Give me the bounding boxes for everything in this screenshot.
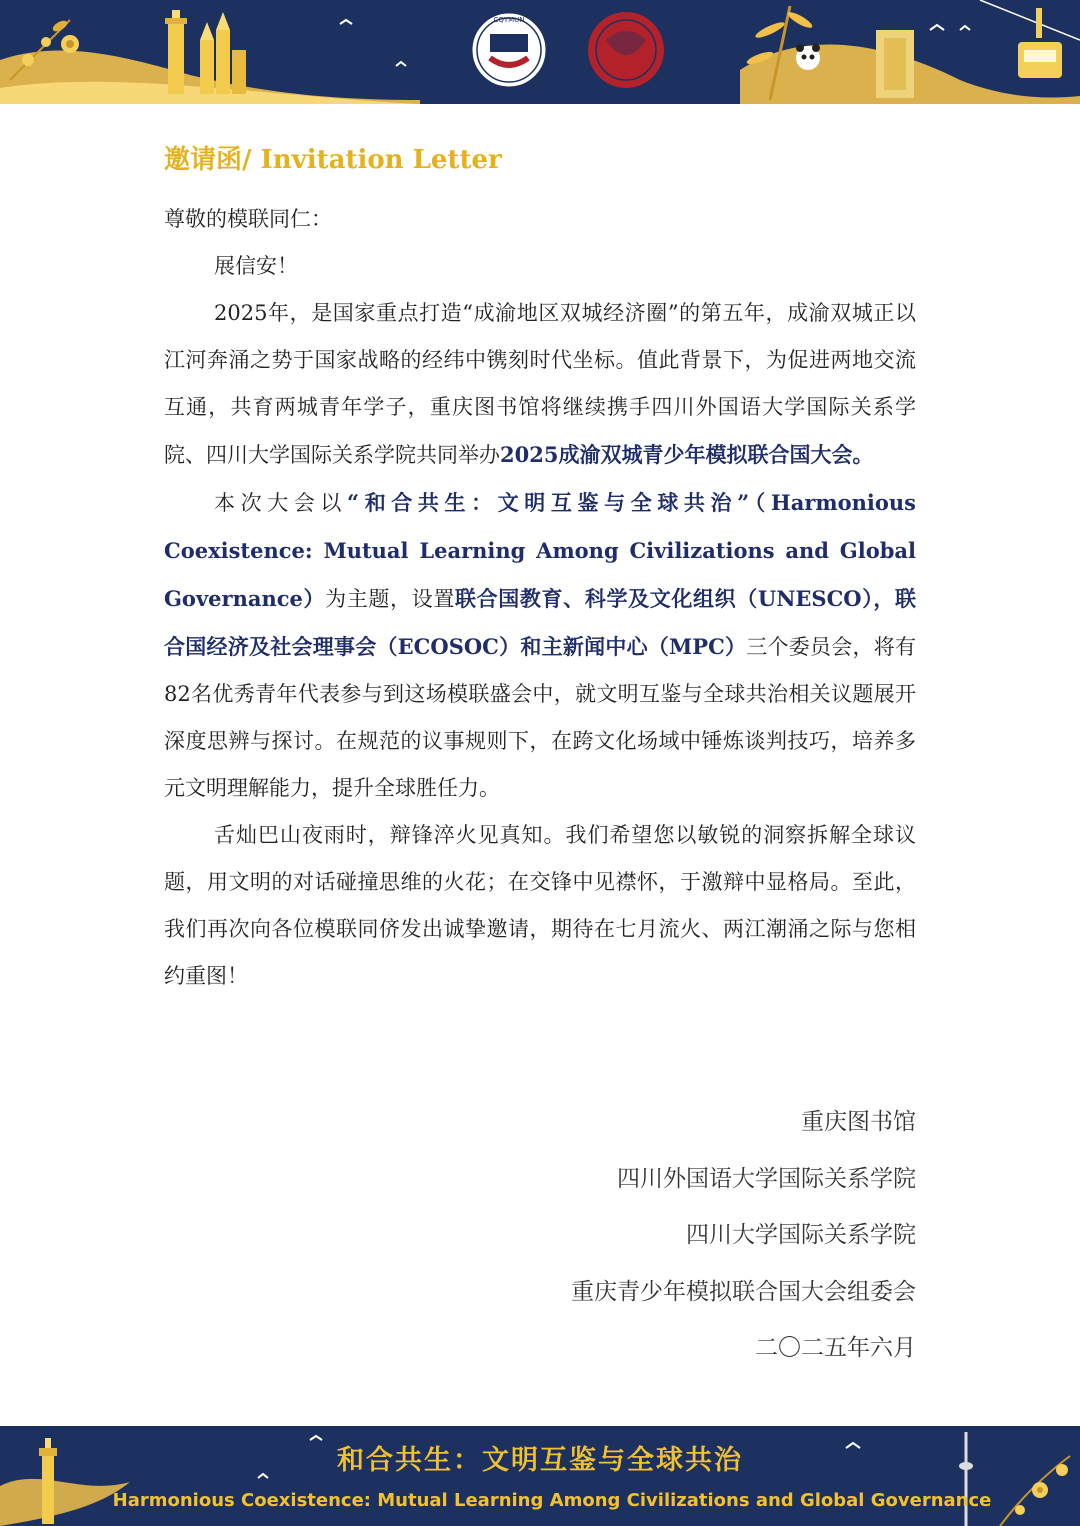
committee-list: 联合国教育、科学及文化组织（UNESCO），联合国经济及社会理事会（ECOSOC）和主新闻中心（MPC） xyxy=(164,586,917,659)
paragraph-1 xyxy=(164,290,916,479)
conference-theme: “和合共生：文明互鉴与全球共治”（Harmonious Coexistence: Mutual Learning Among Civilizations and Global Governance） xyxy=(164,490,916,611)
cable-car-icon xyxy=(980,0,1080,78)
building-right-icon xyxy=(876,30,914,98)
signature-block xyxy=(571,1094,916,1377)
signatory-chongqing-library: 重庆图书馆 xyxy=(801,1109,916,1135)
panda-icon xyxy=(796,44,820,70)
letter-body xyxy=(164,243,916,1000)
signatory-organizing-committee: 重庆青少年模拟联合国大会组委会 xyxy=(571,1278,916,1305)
paragraph-1-text: 2025年，是国家重点打造“成渝地区双城经济圈”的第五年，成渝双城正以江河奔涌之势于国家战略的经纬中镌刻时代坐标。值此背景下，为促进两地交流互通，共育两城青年学子，重庆图书馆将继续携手四川外国语大学国际关系学院、四川大学国际关系学院共同举办 xyxy=(164,301,916,467)
footer-banner xyxy=(0,1426,1080,1526)
signatory-scu-ir: 四川大学国际关系学院 xyxy=(686,1222,916,1248)
seal-logo xyxy=(588,12,664,88)
paragraph-2-lead: 本次大会以 xyxy=(214,491,348,515)
salutation: 尊敬的模联同仁： xyxy=(164,207,332,231)
invitation-letter xyxy=(164,140,916,1000)
footer-theme-en: Harmonious Coexistence: Mutual Learning Among Civilizations and Global Governance xyxy=(112,1490,992,1511)
header-banner xyxy=(0,0,1080,104)
paragraph-3: 舌灿巴山夜雨时，辩锋淬火见真知。我们希望您以敏锐的洞察拆解全球议题，用文明的对话碰撞思维的火花；在交锋中见襟怀，于激辩中显格局。至此，我们再次向各位模联同侪发出诚挚邀请，期待在七月流火、两江潮涌之际与您相约重图！ xyxy=(164,823,916,988)
greeting: 展信安！ xyxy=(214,254,298,278)
header-illustration xyxy=(0,0,1080,104)
signatory-sisu-ir: 四川外国语大学国际关系学院 xyxy=(617,1165,916,1192)
conference-name: 2025成渝双城青少年模拟联合国大会。 xyxy=(500,442,874,467)
cqymun-logo xyxy=(471,12,547,88)
footer-theme-zh: 和合共生：文明互鉴与全球共治 xyxy=(337,1445,743,1476)
tower-left-icon xyxy=(165,10,246,94)
paragraph-2-tail: 三个委员会，将有82名优秀青年代表参与到这场模联盛会中，就文明互鉴与全球共治相关议题展开深度思辨与探讨。在规范的议事规则下，在跨文化场域中锤炼谈判技巧，培养多元文明理解能力，提升全球胜任力。 xyxy=(164,635,917,800)
paragraph-2-mid: 为主题，设置 xyxy=(325,587,455,611)
signature-date: 二〇二五年六月 xyxy=(755,1335,916,1361)
svg-text:CQYMUN: CQYMUN xyxy=(493,16,525,24)
letter-title: 邀请函/ Invitation Letter xyxy=(164,145,502,175)
paragraph-2 xyxy=(164,479,916,812)
